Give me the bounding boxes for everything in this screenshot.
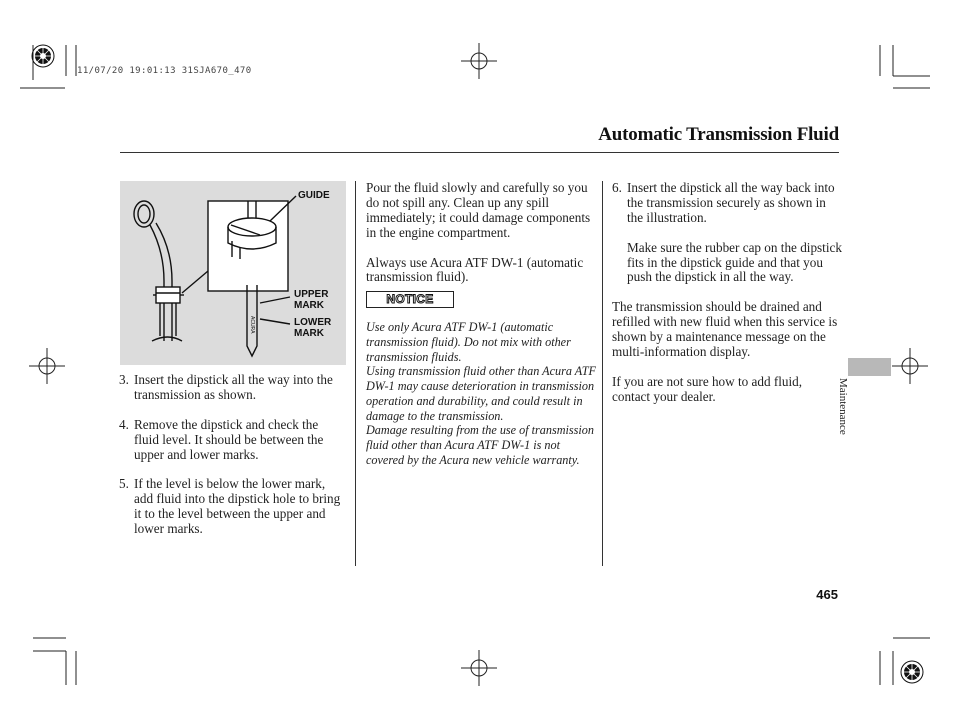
service-paragraph: The transmission should be drained and refilled with new fluid when this service is shown by a maintenance message on the multi-information display.: [612, 299, 838, 359]
atf-paragraph: Always use Acura ATF DW-1 (automatic transmission fluid).: [366, 254, 584, 285]
step-5: [119, 477, 345, 537]
label-guide: GUIDE: [298, 190, 330, 201]
column-1: [119, 373, 345, 552]
label-lower-mark: LOWER MARK: [294, 317, 332, 339]
step-4: [119, 418, 345, 463]
step-text: If the level is below the lower mark, add fluid into the dipstick hole to bring it to the level between the upper and lower marks.: [134, 476, 341, 537]
section-label-text: Maintenance: [837, 378, 849, 435]
pour-paragraph: Pour the fluid slowly and carefully so you do not spill any. Clean up any spill immediately; it could damage components in the engine compartment.: [366, 180, 591, 240]
page-number: 465: [816, 587, 838, 602]
svg-text:ACURA: ACURA: [249, 316, 255, 334]
step-number: 3.: [119, 372, 129, 387]
column-3: [612, 181, 842, 405]
step-text: Insert the dipstick all the way back into the transmission securely as shown in the illustration.: [627, 180, 835, 225]
step-number: 4.: [119, 416, 129, 432]
label-upper-mark: UPPER MARK: [294, 289, 329, 311]
step-6: [612, 181, 842, 226]
title-rule: [120, 152, 839, 153]
step-text: Insert the dipstick all the way into the transmission as shown.: [134, 372, 333, 402]
column-divider-1: [355, 181, 356, 566]
notice-line-2: Using transmission fluid other than Acura ATF DW-1 may cause deterioration in transmission operation and durability, and could result in damage to the transmission.: [366, 364, 597, 423]
dipstick-illustration: [120, 181, 346, 365]
page-title: Automatic Transmission Fluid: [598, 124, 839, 145]
column-2: [366, 181, 598, 467]
notice-label: NOTICE: [386, 292, 434, 307]
step-3: [119, 373, 345, 403]
notice-line-3: Damage resulting from the use of transmission fluid other than Acura ATF DW-1 is not covered by the Acura new vehicle warranty.: [366, 423, 594, 467]
section-label: [837, 378, 863, 458]
dealer-paragraph: If you are not sure how to add fluid, contact your dealer.: [612, 373, 803, 404]
notice-badge: [366, 291, 454, 308]
section-tab: [848, 358, 891, 376]
step-number: 5.: [119, 476, 129, 492]
step-number: 6.: [612, 180, 622, 195]
print-metadata: 11/07/20 19:01:13 31SJA670_470: [77, 66, 252, 76]
column-divider-2: [602, 181, 603, 566]
step-text: Remove the dipstick and check the fluid level. It should be between the upper and lower marks.: [134, 416, 324, 462]
step-6-note: Make sure the rubber cap on the dipstick fits in the dipstick guide and that you push the dipstick in all the way.: [627, 239, 842, 285]
notice-line-1: Use only Acura ATF DW-1 (automatic transmission fluid). Do not mix with other transmission fluids.: [366, 320, 571, 364]
